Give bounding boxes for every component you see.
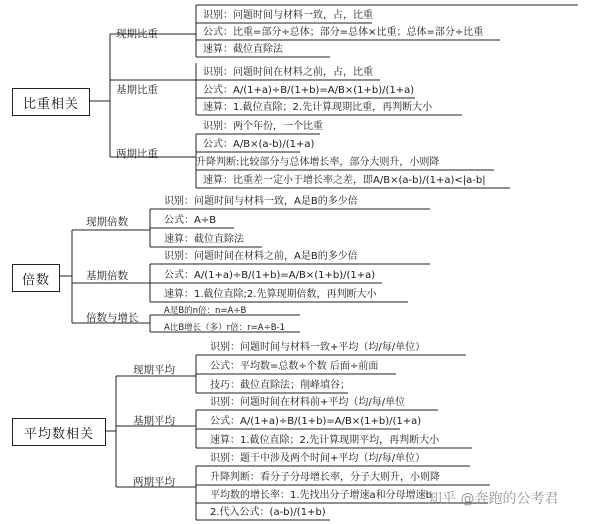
topic-bizhong: 比重相关 <box>12 88 90 116</box>
topic-beishu: 倍数 <box>12 264 60 292</box>
bizhong-two-row: 识别：两个年份，一个比重 <box>203 121 323 132</box>
beishu-current-label: 现期倍数 <box>86 216 128 228</box>
beishu-current-row: 速算：截位直除法 <box>164 234 244 245</box>
bizhong-current-row: 公式：比重=部分÷总体；部分=总体×比重；总体=部分÷比重 <box>203 27 484 38</box>
bizhong-base-row: 识别：问题时间在材料之前，占，比重 <box>203 67 373 78</box>
pingjun-two-row: 平均数的增长率：1.先找出分子增速a和分母增速b <box>210 490 433 501</box>
bizhong-current-label: 现期比重 <box>116 28 158 40</box>
bizhong-two-row: 速算：比重差一定小于增长率之差，即A/B×(a-b)/(1+a)<|a-b| <box>203 175 486 186</box>
bizhong-current-row: 识别：问题时间与材料一致，占，比重 <box>203 10 373 21</box>
bizhong-base-label: 基期比重 <box>116 84 158 96</box>
beishu-growth-row: A是B的n倍：n=A÷B <box>164 306 247 316</box>
pingjun-base-row: 识别：问题时间在材料前+平均（均/每/单位 <box>210 397 406 408</box>
beishu-current-row: 识别：问题时间与材料一致，A是B的多少倍 <box>164 196 358 207</box>
beishu-growth-row: A比B增长（多）r倍：r=A÷B-1 <box>164 323 286 333</box>
pingjun-two-row: 识别：题干中涉及两个时间+平均（均/每/单位） <box>210 453 426 464</box>
beishu-base-row: 识别：问题时间在材料之前，A是B的多少倍 <box>164 251 358 262</box>
pingjun-current-row: 识别：问题时间与材料一致+平均（均/每/单位） <box>210 342 426 353</box>
topic-pingjun: 平均数相关 <box>12 418 106 446</box>
pingjun-current-row: 技巧：截位直除法；削峰填谷； <box>210 380 350 391</box>
bizhong-current-row: 速算：截位直除法 <box>203 44 283 55</box>
pingjun-base-row: 公式：A/(1+a)÷B/(1+b)=A/B×(1+b)/(1+a) <box>210 416 422 427</box>
beishu-growth-label: 倍数与增长 <box>86 312 139 324</box>
pingjun-two-row: 升降判断：看分子分母增长率，分子大则升，小则降 <box>210 472 440 483</box>
beishu-base-row: 速算：1.截位直除;2.先算现期倍数，再判断大小 <box>164 289 377 300</box>
bizhong-base-row: 速算：1.截位直除；2.先计算现期比重，再判断大小 <box>203 102 433 113</box>
bizhong-base-row: 公式：A/(1+a)÷B/(1+b)=A/B×(1+b)/(1+a) <box>203 85 415 96</box>
pingjun-base-row: 速算：1.截位直除；2.先计算现期平均，再判断大小 <box>210 435 440 446</box>
beishu-base-row: 公式：A/(1+a)÷B/(1+b)=A/B×(1+b)/(1+a) <box>164 270 376 281</box>
pingjun-two-row: 2.代入公式：(a-b)/(1+b) <box>210 507 326 518</box>
bizhong-two-label: 两期比重 <box>116 148 158 160</box>
bizhong-two-row: 公式：A/B×(a-b)/(1+a) <box>203 139 315 150</box>
watermark: 知乎 @奔跑的公考君 <box>428 491 559 507</box>
pingjun-current-row: 公式：平均数=总数÷个数 后面÷前面 <box>210 361 379 372</box>
beishu-current-row: 公式：A÷B <box>164 215 217 226</box>
bizhong-two-row: 升降判断:比较部分与总体增长率，部分大则升，小则降 <box>196 157 440 168</box>
pingjun-current-label: 现期平均 <box>133 364 175 376</box>
pingjun-base-label: 基期平均 <box>133 415 175 427</box>
pingjun-two-label: 两期平均 <box>133 476 175 488</box>
beishu-base-label: 基期倍数 <box>86 270 128 282</box>
